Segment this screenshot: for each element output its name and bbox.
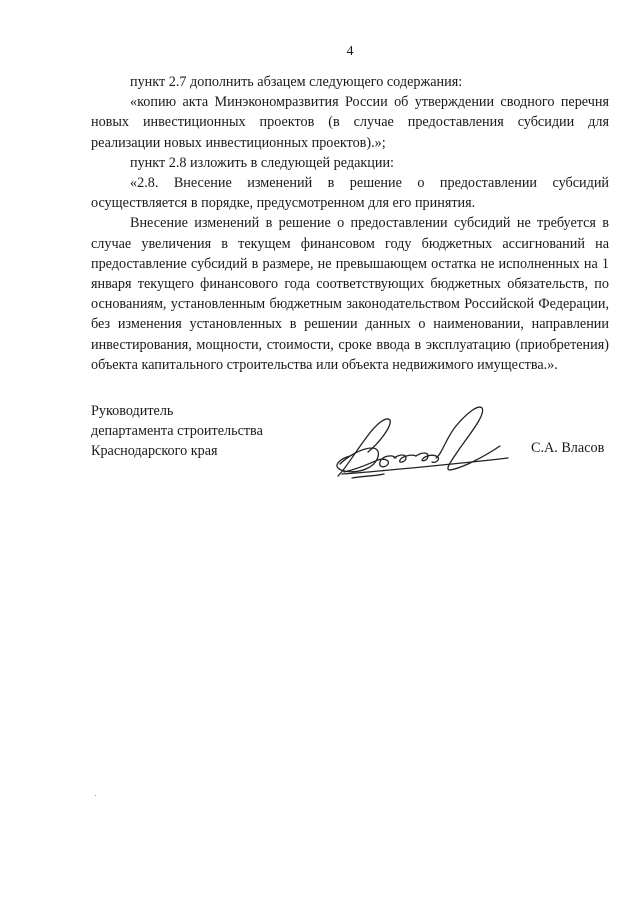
signer-name: С.А. Власов	[531, 440, 605, 456]
document-body	[91, 72, 609, 375]
signatory-title	[91, 401, 263, 461]
signatory-title-line: Руководитель	[91, 403, 174, 419]
scan-speck	[95, 795, 96, 796]
signatory-title-line: Краснодарского края	[91, 443, 218, 459]
paragraph-amendment-conditions: Внесение изменений в решение о предоставлении субсидий не требуется в случае увеличения в текущем финансовом году бюджетных ассигнований на предоставление субсидий в размере, не превышающем остатка не исполненных на 1 января текущего финансового года соответствующих бюджетных обязательств, по основаниям, установленным бюджетным законодательством Российской Федерации, без изменения установленных в решении данных о наименовании, направлении инвестирования, мощности, стоимости, сроке ввода в эксплуатацию (приобретения) объекта капитального строительства или объекта недвижимого имущества.».	[91, 215, 609, 373]
paragraph-clause-2-7: пункт 2.7 дополнить абзацем следующего содержания:	[130, 74, 463, 90]
signatory-title-line: департамента строительства	[91, 423, 263, 439]
page-number: 4	[346, 44, 354, 59]
paragraph-quote-act-copy: «копию акта Минэкономразвития России об утверждении сводного перечня новых инвестиционных проектов (в случае предоставления субсидии для реализации новых инвестиционных проектов).»;	[91, 94, 609, 151]
handwritten-signature	[332, 398, 512, 488]
paragraph-clause-2-8: пункт 2.8 изложить в следующей редакции:	[130, 154, 394, 171]
paragraph-quote-2-8: «2.8. Внесение изменений в решение о предоставлении субсидий осуществляется в порядке, предусмотренном для его принятия.	[91, 175, 609, 212]
